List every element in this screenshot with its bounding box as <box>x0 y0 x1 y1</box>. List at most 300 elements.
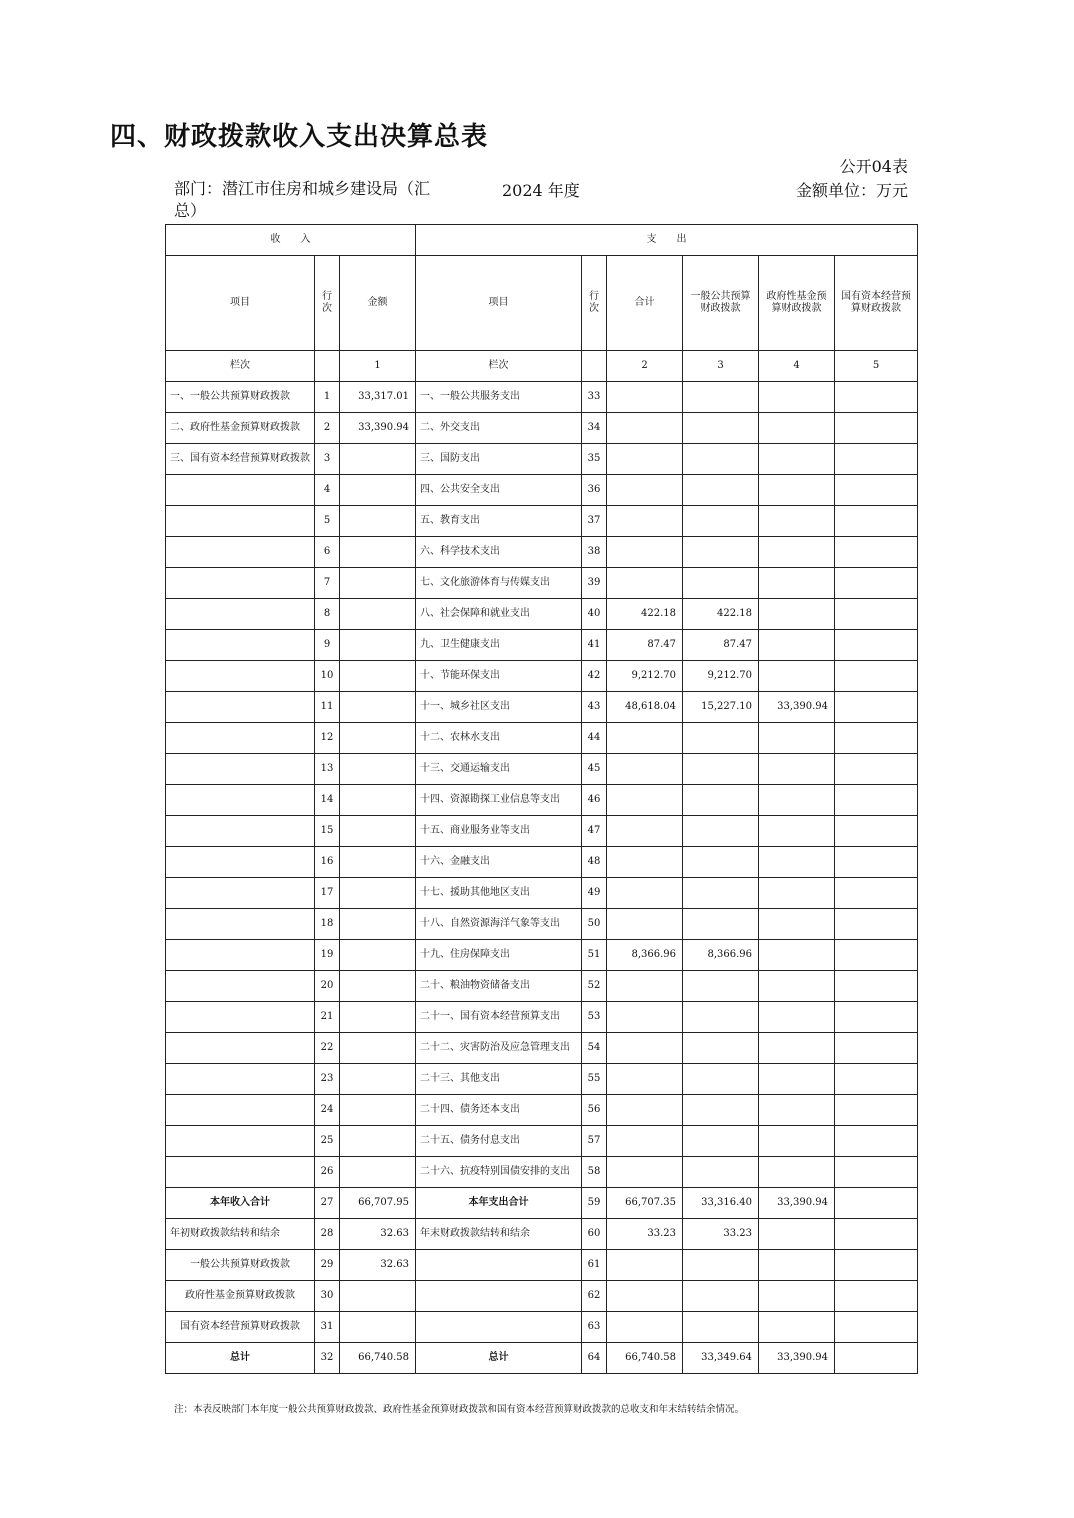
expense-item: 五、教育支出 <box>416 506 582 537</box>
state-capital <box>835 1064 918 1095</box>
income-item <box>166 847 315 878</box>
total <box>607 909 683 940</box>
income-item: 年初财政拨款结转和结余 <box>166 1219 315 1250</box>
income-line: 6 <box>315 537 340 568</box>
total <box>607 413 683 444</box>
fund-budget <box>759 878 835 909</box>
general-budget <box>683 413 759 444</box>
expense-line: 61 <box>582 1250 607 1281</box>
income-amount <box>340 1157 416 1188</box>
income-line: 24 <box>315 1095 340 1126</box>
income-item <box>166 723 315 754</box>
income-line: 27 <box>315 1188 340 1219</box>
table-row <box>166 1343 918 1374</box>
income-amount <box>340 1095 416 1126</box>
state-capital <box>835 847 918 878</box>
state-capital <box>835 475 918 506</box>
fund-budget <box>759 1002 835 1033</box>
general-budget <box>683 754 759 785</box>
col-fund: 政府性基金预算财政拨款 <box>759 256 835 351</box>
income-amount <box>340 909 416 940</box>
general-budget: 9,212.70 <box>683 661 759 692</box>
expense-item: 十一、城乡社区支出 <box>416 692 582 723</box>
expense-item: 八、社会保障和就业支出 <box>416 599 582 630</box>
expense-item: 四、公共安全支出 <box>416 475 582 506</box>
state-capital <box>835 1312 918 1343</box>
budget-table <box>165 224 918 1374</box>
general-budget <box>683 909 759 940</box>
fund-budget: 33,390.94 <box>759 692 835 723</box>
income-amount: 33,390.94 <box>340 413 416 444</box>
table-row <box>166 971 918 1002</box>
general-budget <box>683 878 759 909</box>
fund-budget <box>759 785 835 816</box>
income-line: 26 <box>315 1157 340 1188</box>
col-state: 国有资本经营预算财政拨款 <box>835 256 918 351</box>
col-total: 合计 <box>607 256 683 351</box>
fund-budget <box>759 1095 835 1126</box>
expense-item: 十七、援助其他地区支出 <box>416 878 582 909</box>
total <box>607 382 683 413</box>
fund-budget: 33,390.94 <box>759 1188 835 1219</box>
total <box>607 971 683 1002</box>
fund-budget <box>759 723 835 754</box>
fund-budget <box>759 1219 835 1250</box>
income-item: 二、政府性基金预算财政拨款 <box>166 413 315 444</box>
income-line: 13 <box>315 754 340 785</box>
expense-line: 33 <box>582 382 607 413</box>
expense-line: 36 <box>582 475 607 506</box>
total <box>607 723 683 754</box>
general-budget <box>683 444 759 475</box>
income-amount <box>340 568 416 599</box>
expense-line: 39 <box>582 568 607 599</box>
income-item <box>166 1002 315 1033</box>
state-capital <box>835 630 918 661</box>
state-capital <box>835 1126 918 1157</box>
expense-line: 43 <box>582 692 607 723</box>
expense-item <box>416 1312 582 1343</box>
income-item: 一、一般公共预算财政拨款 <box>166 382 315 413</box>
income-line: 32 <box>315 1343 340 1374</box>
expense-item: 总计 <box>416 1343 582 1374</box>
income-item <box>166 754 315 785</box>
income-amount <box>340 878 416 909</box>
general-budget <box>683 1064 759 1095</box>
income-line: 17 <box>315 878 340 909</box>
total: 87.47 <box>607 630 683 661</box>
general-budget: 8,366.96 <box>683 940 759 971</box>
expense-item: 六、科学技术支出 <box>416 537 582 568</box>
income-amount <box>340 816 416 847</box>
state-capital <box>835 568 918 599</box>
income-item: 政府性基金预算财政拨款 <box>166 1281 315 1312</box>
expense-header: 支 出 <box>416 225 918 256</box>
table-row <box>166 1002 918 1033</box>
income-line: 14 <box>315 785 340 816</box>
income-line: 5 <box>315 506 340 537</box>
total: 8,366.96 <box>607 940 683 971</box>
table-row <box>166 568 918 599</box>
expense-line: 49 <box>582 878 607 909</box>
state-capital <box>835 785 918 816</box>
general-budget <box>683 475 759 506</box>
income-amount <box>340 1064 416 1095</box>
expense-item: 二十三、其他支出 <box>416 1064 582 1095</box>
table-row <box>166 537 918 568</box>
expense-item: 年末财政拨款结转和结余 <box>416 1219 582 1250</box>
state-capital <box>835 1188 918 1219</box>
fund-budget <box>759 1281 835 1312</box>
expense-item: 二十四、债务还本支出 <box>416 1095 582 1126</box>
general-budget <box>683 816 759 847</box>
fund-budget <box>759 1064 835 1095</box>
income-amount <box>340 1126 416 1157</box>
table-row <box>166 785 918 816</box>
table-row <box>166 1312 918 1343</box>
col-line2: 行次 <box>582 256 607 351</box>
expense-line: 37 <box>582 506 607 537</box>
expense-item: 二十二、灾害防治及应急管理支出 <box>416 1033 582 1064</box>
income-line: 20 <box>315 971 340 1002</box>
income-line: 30 <box>315 1281 340 1312</box>
expense-item: 本年支出合计 <box>416 1188 582 1219</box>
income-line: 12 <box>315 723 340 754</box>
amount-unit: 金额单位：万元 <box>795 181 908 200</box>
total <box>607 1250 683 1281</box>
table-row <box>166 723 918 754</box>
table-row <box>166 661 918 692</box>
income-item <box>166 1126 315 1157</box>
total <box>607 785 683 816</box>
total: 33.23 <box>607 1219 683 1250</box>
table-row <box>166 475 918 506</box>
income-header: 收 入 <box>166 225 416 256</box>
expense-line: 45 <box>582 754 607 785</box>
income-amount <box>340 1002 416 1033</box>
total: 66,707.35 <box>607 1188 683 1219</box>
total <box>607 444 683 475</box>
income-amount: 33,317.01 <box>340 382 416 413</box>
state-capital <box>835 661 918 692</box>
total <box>607 1002 683 1033</box>
income-amount <box>340 971 416 1002</box>
fund-budget <box>759 475 835 506</box>
expense-item: 十六、金融支出 <box>416 847 582 878</box>
table-row <box>166 413 918 444</box>
expense-item: 十五、商业服务业等支出 <box>416 816 582 847</box>
income-amount <box>340 630 416 661</box>
total <box>607 1033 683 1064</box>
expense-line: 47 <box>582 816 607 847</box>
table-row <box>166 754 918 785</box>
general-budget <box>683 1250 759 1281</box>
form-code: 公开04表 <box>839 157 908 176</box>
total: 422.18 <box>607 599 683 630</box>
total <box>607 878 683 909</box>
income-line: 11 <box>315 692 340 723</box>
table-row <box>166 1033 918 1064</box>
fund-budget <box>759 909 835 940</box>
income-line: 10 <box>315 661 340 692</box>
colnum-4: 4 <box>759 351 835 382</box>
income-line: 3 <box>315 444 340 475</box>
expense-line: 44 <box>582 723 607 754</box>
table-row <box>166 506 918 537</box>
income-line: 15 <box>315 816 340 847</box>
table-row <box>166 1188 918 1219</box>
table-row <box>166 1095 918 1126</box>
table-row <box>166 940 918 971</box>
total <box>607 537 683 568</box>
income-amount <box>340 1033 416 1064</box>
year: 2024 年度 <box>502 181 580 200</box>
table-row <box>166 1126 918 1157</box>
income-amount: 66,740.58 <box>340 1343 416 1374</box>
colnum-1: 1 <box>340 351 416 382</box>
general-budget <box>683 537 759 568</box>
expense-line: 58 <box>582 1157 607 1188</box>
colnum-label: 栏次 <box>166 351 315 382</box>
income-amount <box>340 1312 416 1343</box>
expense-line: 56 <box>582 1095 607 1126</box>
footnote: 注：本表反映部门本年度一般公共预算财政拨款、政府性基金预算财政拨款和国有资本经营预算财政拨款的总收支和年末结转结余情况。 <box>174 1404 745 1415</box>
general-budget <box>683 1033 759 1064</box>
expense-item: 二十六、抗疫特别国债安排的支出 <box>416 1157 582 1188</box>
colnum-3: 3 <box>683 351 759 382</box>
fund-budget <box>759 537 835 568</box>
income-item <box>166 506 315 537</box>
income-amount <box>340 1281 416 1312</box>
state-capital <box>835 1281 918 1312</box>
income-item <box>166 475 315 506</box>
income-item <box>166 1064 315 1095</box>
income-line: 23 <box>315 1064 340 1095</box>
state-capital <box>835 940 918 971</box>
general-budget <box>683 506 759 537</box>
expense-line: 64 <box>582 1343 607 1374</box>
state-capital <box>835 1219 918 1250</box>
expense-item: 七、文化旅游体育与传媒支出 <box>416 568 582 599</box>
income-amount <box>340 599 416 630</box>
total <box>607 1281 683 1312</box>
income-item <box>166 692 315 723</box>
expense-item <box>416 1250 582 1281</box>
state-capital <box>835 909 918 940</box>
total <box>607 1095 683 1126</box>
col-item: 项目 <box>166 256 315 351</box>
income-amount: 32.63 <box>340 1250 416 1281</box>
expense-line: 38 <box>582 537 607 568</box>
expense-item: 三、国防支出 <box>416 444 582 475</box>
table-row <box>166 444 918 475</box>
expense-item <box>416 1281 582 1312</box>
department: 部门：潜江市住房和城乡建设局（汇总） <box>174 179 431 220</box>
income-line: 31 <box>315 1312 340 1343</box>
income-line: 22 <box>315 1033 340 1064</box>
income-line: 25 <box>315 1126 340 1157</box>
expense-line: 57 <box>582 1126 607 1157</box>
income-line: 16 <box>315 847 340 878</box>
fund-budget <box>759 413 835 444</box>
table-row <box>166 1250 918 1281</box>
income-amount <box>340 754 416 785</box>
income-item: 总计 <box>166 1343 315 1374</box>
expense-item: 九、卫生健康支出 <box>416 630 582 661</box>
general-budget <box>683 1157 759 1188</box>
fund-budget <box>759 382 835 413</box>
general-budget <box>683 1002 759 1033</box>
income-item <box>166 537 315 568</box>
income-amount <box>340 537 416 568</box>
fund-budget <box>759 1033 835 1064</box>
income-amount <box>340 475 416 506</box>
table-row <box>166 878 918 909</box>
expense-line: 63 <box>582 1312 607 1343</box>
state-capital <box>835 1095 918 1126</box>
state-capital <box>835 1343 918 1374</box>
state-capital <box>835 1250 918 1281</box>
table-row <box>166 1064 918 1095</box>
expense-item: 一、一般公共服务支出 <box>416 382 582 413</box>
expense-item: 十九、住房保障支出 <box>416 940 582 971</box>
colnum-2: 2 <box>607 351 683 382</box>
general-budget: 33.23 <box>683 1219 759 1250</box>
expense-line: 42 <box>582 661 607 692</box>
col-general: 一般公共预算财政拨款 <box>683 256 759 351</box>
income-line: 8 <box>315 599 340 630</box>
fund-budget <box>759 630 835 661</box>
income-amount <box>340 847 416 878</box>
general-budget: 422.18 <box>683 599 759 630</box>
colnum-label2: 栏次 <box>416 351 582 382</box>
income-item <box>166 661 315 692</box>
general-budget <box>683 723 759 754</box>
total: 48,618.04 <box>607 692 683 723</box>
expense-line: 51 <box>582 940 607 971</box>
expense-item: 二十一、国有资本经营预算支出 <box>416 1002 582 1033</box>
total <box>607 816 683 847</box>
expense-line: 50 <box>582 909 607 940</box>
table-row <box>166 847 918 878</box>
table-row <box>166 382 918 413</box>
income-amount: 32.63 <box>340 1219 416 1250</box>
total <box>607 475 683 506</box>
total <box>607 1126 683 1157</box>
expense-item: 十四、资源勘探工业信息等支出 <box>416 785 582 816</box>
state-capital <box>835 413 918 444</box>
general-budget <box>683 382 759 413</box>
general-budget: 33,316.40 <box>683 1188 759 1219</box>
general-budget: 33,349.64 <box>683 1343 759 1374</box>
income-line: 7 <box>315 568 340 599</box>
total <box>607 754 683 785</box>
colnum-blank <box>315 351 340 382</box>
income-line: 28 <box>315 1219 340 1250</box>
expense-line: 60 <box>582 1219 607 1250</box>
income-item: 本年收入合计 <box>166 1188 315 1219</box>
col-amount: 金额 <box>340 256 416 351</box>
expense-line: 35 <box>582 444 607 475</box>
income-amount: 66,707.95 <box>340 1188 416 1219</box>
expense-item: 二十、粮油物资储备支出 <box>416 971 582 1002</box>
income-line: 21 <box>315 1002 340 1033</box>
income-line: 19 <box>315 940 340 971</box>
fund-budget <box>759 661 835 692</box>
income-item <box>166 1157 315 1188</box>
total <box>607 1312 683 1343</box>
state-capital <box>835 382 918 413</box>
state-capital <box>835 1033 918 1064</box>
income-amount <box>340 692 416 723</box>
income-line: 1 <box>315 382 340 413</box>
fund-budget <box>759 971 835 1002</box>
income-amount <box>340 723 416 754</box>
income-amount <box>340 940 416 971</box>
state-capital <box>835 754 918 785</box>
income-item <box>166 630 315 661</box>
general-budget: 15,227.10 <box>683 692 759 723</box>
general-budget <box>683 1281 759 1312</box>
fund-budget <box>759 506 835 537</box>
income-item <box>166 1095 315 1126</box>
income-item <box>166 816 315 847</box>
state-capital <box>835 1002 918 1033</box>
income-line: 29 <box>315 1250 340 1281</box>
income-item <box>166 971 315 1002</box>
expense-line: 41 <box>582 630 607 661</box>
state-capital <box>835 692 918 723</box>
state-capital <box>835 971 918 1002</box>
total <box>607 1064 683 1095</box>
fund-budget <box>759 444 835 475</box>
fund-budget: 33,390.94 <box>759 1343 835 1374</box>
total <box>607 847 683 878</box>
state-capital <box>835 1157 918 1188</box>
general-budget: 87.47 <box>683 630 759 661</box>
col-item2: 项目 <box>416 256 582 351</box>
fund-budget <box>759 599 835 630</box>
expense-line: 46 <box>582 785 607 816</box>
table-row <box>166 1157 918 1188</box>
state-capital <box>835 506 918 537</box>
total <box>607 1157 683 1188</box>
income-item <box>166 599 315 630</box>
expense-item: 二十五、债务付息支出 <box>416 1126 582 1157</box>
table-row <box>166 816 918 847</box>
general-budget <box>683 568 759 599</box>
income-item <box>166 878 315 909</box>
table-row <box>166 1219 918 1250</box>
income-line: 2 <box>315 413 340 444</box>
income-item <box>166 785 315 816</box>
expense-line: 52 <box>582 971 607 1002</box>
expense-line: 54 <box>582 1033 607 1064</box>
income-item: 国有资本经营预算财政拨款 <box>166 1312 315 1343</box>
income-item: 三、国有资本经营预算财政拨款 <box>166 444 315 475</box>
income-item <box>166 1033 315 1064</box>
income-item <box>166 568 315 599</box>
income-line: 9 <box>315 630 340 661</box>
table-row <box>166 1281 918 1312</box>
general-budget <box>683 971 759 1002</box>
income-item: 一般公共预算财政拨款 <box>166 1250 315 1281</box>
total <box>607 506 683 537</box>
fund-budget <box>759 568 835 599</box>
income-item <box>166 909 315 940</box>
income-item <box>166 940 315 971</box>
total <box>607 568 683 599</box>
